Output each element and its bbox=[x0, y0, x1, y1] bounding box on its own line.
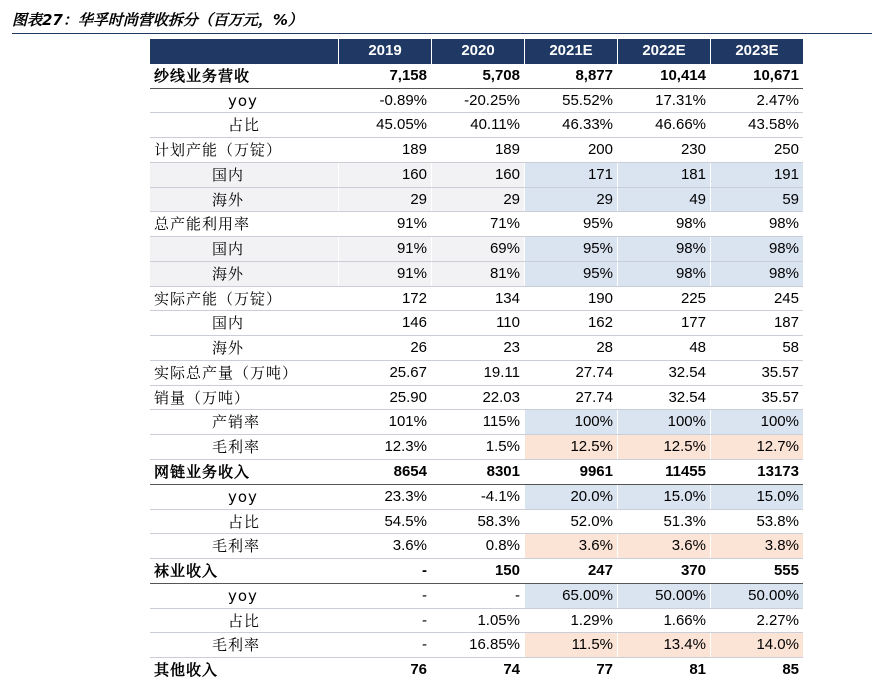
value-cell: - bbox=[431, 584, 524, 608]
value-cell: 1.05% bbox=[431, 609, 524, 633]
table-row bbox=[150, 89, 803, 114]
header-label-cell bbox=[150, 39, 338, 64]
value-cell: 12.7% bbox=[710, 435, 803, 459]
value-cell: 98% bbox=[617, 262, 710, 286]
value-cell: 177 bbox=[617, 311, 710, 335]
value-cell: 25.90 bbox=[338, 386, 431, 410]
value-cell: 1.66% bbox=[617, 609, 710, 633]
table-row bbox=[150, 534, 803, 559]
table-row bbox=[150, 237, 803, 262]
value-cell: 189 bbox=[338, 138, 431, 162]
table-row bbox=[150, 633, 803, 658]
value-cell: 10,671 bbox=[710, 64, 803, 88]
value-cell: 7,158 bbox=[338, 64, 431, 88]
table-row bbox=[150, 188, 803, 213]
row-label: 国内 bbox=[150, 163, 338, 187]
row-label: 毛利率 bbox=[212, 438, 261, 457]
header-year: 2019 bbox=[338, 39, 431, 64]
value-cell: 181 bbox=[617, 163, 710, 187]
row-label: 总产能利用率 bbox=[154, 215, 251, 234]
row-label: 纱线业务营收 bbox=[154, 66, 251, 85]
value-cell: 2.27% bbox=[710, 609, 803, 633]
row-label: 实际产能（万锭） bbox=[154, 289, 283, 308]
value-cell: 35.57 bbox=[710, 361, 803, 385]
value-cell: 27.74 bbox=[524, 361, 617, 385]
table-row bbox=[150, 435, 803, 460]
value-cell: 9961 bbox=[524, 460, 617, 484]
table-header-row bbox=[150, 39, 803, 64]
row-label: 袜业收入 bbox=[154, 562, 219, 581]
value-cell: 3.6% bbox=[524, 534, 617, 558]
header-year: 2023E bbox=[710, 39, 803, 64]
value-cell: 3.8% bbox=[710, 534, 803, 558]
value-cell: 230 bbox=[617, 138, 710, 162]
value-cell: 162 bbox=[524, 311, 617, 335]
value-cell: 29 bbox=[338, 188, 431, 212]
value-cell: 76 bbox=[338, 658, 431, 683]
value-cell: 247 bbox=[524, 559, 617, 583]
value-cell: 81% bbox=[431, 262, 524, 286]
value-cell: 150 bbox=[431, 559, 524, 583]
table-row bbox=[150, 485, 803, 510]
value-cell: 98% bbox=[617, 212, 710, 236]
row-label: 国内 bbox=[212, 314, 245, 333]
figure-title: 图表27：华孚时尚营收拆分（百万元，%） bbox=[12, 7, 872, 34]
value-cell: 48 bbox=[617, 336, 710, 360]
value-cell: 100% bbox=[710, 410, 803, 434]
value-cell: 28 bbox=[524, 336, 617, 360]
value-cell: 91% bbox=[338, 237, 431, 261]
table-row bbox=[150, 559, 803, 584]
value-cell: 58.3% bbox=[431, 510, 524, 534]
value-cell: -20.25% bbox=[431, 89, 524, 113]
value-cell: 250 bbox=[710, 138, 803, 162]
header-year: 2021E bbox=[524, 39, 617, 64]
table-row bbox=[150, 138, 803, 163]
value-cell: 45.05% bbox=[338, 113, 431, 137]
value-cell: 40.11% bbox=[431, 113, 524, 137]
table-row bbox=[150, 410, 803, 435]
value-cell: 26 bbox=[338, 336, 431, 360]
value-cell: 15.0% bbox=[710, 485, 803, 509]
table-row bbox=[150, 64, 803, 89]
row-label: 海外 bbox=[150, 262, 338, 286]
table-row bbox=[150, 361, 803, 386]
table-row bbox=[150, 584, 803, 609]
value-cell: 160 bbox=[338, 163, 431, 187]
value-cell: 98% bbox=[710, 237, 803, 261]
value-cell: 59 bbox=[710, 188, 803, 212]
row-label: 国内 bbox=[150, 237, 338, 261]
value-cell: 85 bbox=[710, 658, 803, 683]
value-cell: 187 bbox=[710, 311, 803, 335]
value-cell: 91% bbox=[338, 212, 431, 236]
value-cell: 3.6% bbox=[338, 534, 431, 558]
table-body bbox=[150, 64, 803, 683]
value-cell: 98% bbox=[710, 212, 803, 236]
row-label: 毛利率 bbox=[212, 537, 261, 556]
value-cell: 54.5% bbox=[338, 510, 431, 534]
value-cell: 15.0% bbox=[617, 485, 710, 509]
value-cell: 3.6% bbox=[617, 534, 710, 558]
value-cell: 14.0% bbox=[710, 633, 803, 657]
value-cell: 200 bbox=[524, 138, 617, 162]
value-cell: 74 bbox=[431, 658, 524, 683]
row-label: 销量（万吨） bbox=[154, 388, 251, 407]
row-label: 海外 bbox=[150, 188, 338, 212]
value-cell: 58 bbox=[710, 336, 803, 360]
revenue-breakdown-table bbox=[150, 39, 803, 683]
table-row bbox=[150, 336, 803, 361]
table-row bbox=[150, 311, 803, 336]
value-cell: 22.03 bbox=[431, 386, 524, 410]
row-label: yoy bbox=[228, 487, 258, 506]
value-cell: 1.5% bbox=[431, 435, 524, 459]
value-cell: 12.5% bbox=[524, 435, 617, 459]
value-cell: 95% bbox=[524, 237, 617, 261]
value-cell: 43.58% bbox=[710, 113, 803, 137]
row-label: 毛利率 bbox=[212, 636, 261, 655]
value-cell: 91% bbox=[338, 262, 431, 286]
header-year: 2020 bbox=[431, 39, 524, 64]
value-cell: 191 bbox=[710, 163, 803, 187]
value-cell: 77 bbox=[524, 658, 617, 683]
value-cell: 13.4% bbox=[617, 633, 710, 657]
value-cell: 189 bbox=[431, 138, 524, 162]
value-cell: 46.66% bbox=[617, 113, 710, 137]
row-label: 实际总产量（万吨） bbox=[154, 363, 299, 382]
value-cell: 1.29% bbox=[524, 609, 617, 633]
value-cell: - bbox=[338, 584, 431, 608]
value-cell: 23.3% bbox=[338, 485, 431, 509]
row-label: 计划产能（万锭） bbox=[154, 141, 283, 160]
value-cell: 225 bbox=[617, 287, 710, 311]
value-cell: - bbox=[338, 559, 431, 583]
value-cell: 8301 bbox=[431, 460, 524, 484]
table-row bbox=[150, 460, 803, 485]
value-cell: 101% bbox=[338, 410, 431, 434]
value-cell: 17.31% bbox=[617, 89, 710, 113]
value-cell: 46.33% bbox=[524, 113, 617, 137]
value-cell: - bbox=[338, 609, 431, 633]
row-label: 产销率 bbox=[212, 413, 261, 432]
value-cell: 71% bbox=[431, 212, 524, 236]
value-cell: 23 bbox=[431, 336, 524, 360]
value-cell: 55.52% bbox=[524, 89, 617, 113]
table-row bbox=[150, 262, 803, 287]
value-cell: 29 bbox=[524, 188, 617, 212]
value-cell: 100% bbox=[524, 410, 617, 434]
value-cell: 50.00% bbox=[710, 584, 803, 608]
value-cell: 98% bbox=[617, 237, 710, 261]
row-label: 海外 bbox=[212, 339, 245, 358]
value-cell: 146 bbox=[338, 311, 431, 335]
value-cell: 12.3% bbox=[338, 435, 431, 459]
row-label: 占比 bbox=[228, 116, 261, 135]
table-row bbox=[150, 386, 803, 411]
value-cell: 53.8% bbox=[710, 510, 803, 534]
table-row bbox=[150, 609, 803, 634]
value-cell: 555 bbox=[710, 559, 803, 583]
value-cell: 13173 bbox=[710, 460, 803, 484]
value-cell: 20.0% bbox=[524, 485, 617, 509]
value-cell: 51.3% bbox=[617, 510, 710, 534]
table-row bbox=[150, 113, 803, 138]
table-row bbox=[150, 658, 803, 683]
value-cell: 0.8% bbox=[431, 534, 524, 558]
value-cell: 115% bbox=[431, 410, 524, 434]
value-cell: 11455 bbox=[617, 460, 710, 484]
value-cell: 110 bbox=[431, 311, 524, 335]
value-cell: 95% bbox=[524, 262, 617, 286]
row-label: 其他收入 bbox=[154, 661, 219, 680]
row-label: 占比 bbox=[228, 611, 261, 630]
value-cell: 32.54 bbox=[617, 361, 710, 385]
value-cell: 95% bbox=[524, 212, 617, 236]
value-cell: 65.00% bbox=[524, 584, 617, 608]
value-cell: 69% bbox=[431, 237, 524, 261]
row-label: 占比 bbox=[228, 512, 261, 531]
value-cell: 12.5% bbox=[617, 435, 710, 459]
row-label: 网链业务收入 bbox=[154, 463, 251, 482]
value-cell: 8654 bbox=[338, 460, 431, 484]
row-label: yoy bbox=[228, 586, 258, 605]
value-cell: 19.11 bbox=[431, 361, 524, 385]
value-cell: 160 bbox=[431, 163, 524, 187]
value-cell: 100% bbox=[617, 410, 710, 434]
value-cell: 52.0% bbox=[524, 510, 617, 534]
value-cell: 25.67 bbox=[338, 361, 431, 385]
value-cell: 172 bbox=[338, 287, 431, 311]
value-cell: 49 bbox=[617, 188, 710, 212]
value-cell: 8,877 bbox=[524, 64, 617, 88]
value-cell: -0.89% bbox=[338, 89, 431, 113]
value-cell: 171 bbox=[524, 163, 617, 187]
row-label: yoy bbox=[228, 91, 258, 110]
table-row bbox=[150, 163, 803, 188]
value-cell: 16.85% bbox=[431, 633, 524, 657]
value-cell: 81 bbox=[617, 658, 710, 683]
value-cell: 5,708 bbox=[431, 64, 524, 88]
value-cell: 11.5% bbox=[524, 633, 617, 657]
value-cell: 50.00% bbox=[617, 584, 710, 608]
value-cell: 35.57 bbox=[710, 386, 803, 410]
value-cell: 98% bbox=[710, 262, 803, 286]
table-row bbox=[150, 212, 803, 237]
value-cell: 29 bbox=[431, 188, 524, 212]
value-cell: 370 bbox=[617, 559, 710, 583]
value-cell: - bbox=[338, 633, 431, 657]
value-cell: -4.1% bbox=[431, 485, 524, 509]
value-cell: 10,414 bbox=[617, 64, 710, 88]
value-cell: 134 bbox=[431, 287, 524, 311]
table-row bbox=[150, 287, 803, 312]
header-year: 2022E bbox=[617, 39, 710, 64]
table-row bbox=[150, 510, 803, 535]
value-cell: 27.74 bbox=[524, 386, 617, 410]
value-cell: 190 bbox=[524, 287, 617, 311]
value-cell: 2.47% bbox=[710, 89, 803, 113]
value-cell: 245 bbox=[710, 287, 803, 311]
value-cell: 32.54 bbox=[617, 386, 710, 410]
